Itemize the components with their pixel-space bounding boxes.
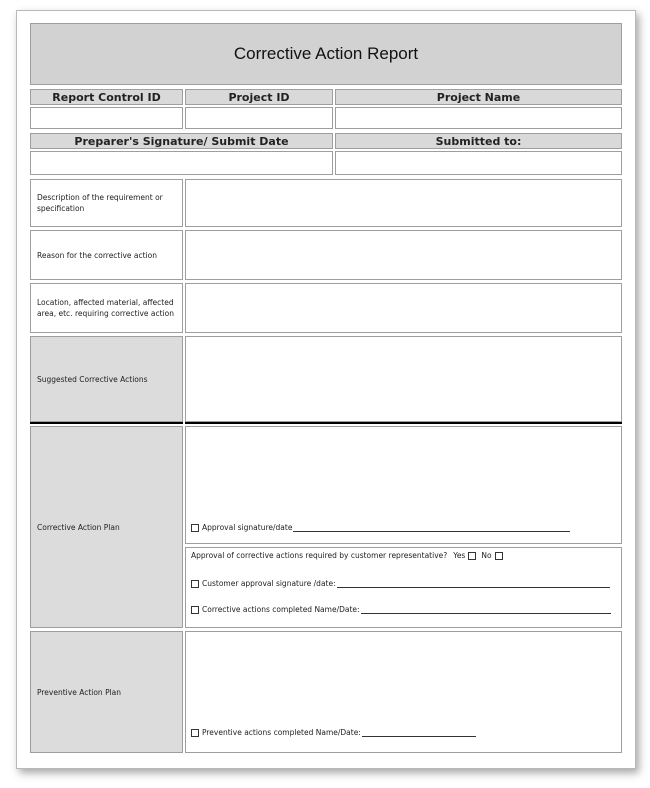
project-id-field[interactable] <box>185 107 333 129</box>
suggested-actions-label: Suggested Corrective Actions <box>30 336 183 422</box>
corrective-completed-checkbox[interactable] <box>191 606 199 614</box>
report-title: Corrective Action Report <box>30 23 622 85</box>
yes-label: Yes <box>453 551 466 560</box>
corrective-plan-label: Corrective Action Plan <box>30 426 183 628</box>
preventive-completed-input[interactable] <box>362 728 476 737</box>
project-id-header: Project ID <box>185 89 333 105</box>
report-sheet <box>16 10 636 769</box>
description-label: Description of the requirement or specification <box>30 179 183 227</box>
approval-checkbox[interactable] <box>191 524 199 532</box>
preparer-signature-header: Preparer's Signature/ Submit Date <box>30 133 333 149</box>
section-divider <box>30 422 183 424</box>
no-checkbox[interactable] <box>495 552 503 560</box>
approval-signature-label: Approval signature/date <box>202 523 293 532</box>
reason-field[interactable] <box>185 230 622 280</box>
customer-approval-checkbox[interactable] <box>191 580 199 588</box>
customer-rep-question-line <box>191 551 506 560</box>
customer-rep-question: Approval of corrective actions required by customer representative? <box>191 551 448 560</box>
preventive-completed-line <box>191 728 476 737</box>
report-control-id-header: Report Control ID <box>30 89 183 105</box>
preparer-signature-field[interactable] <box>30 151 333 175</box>
section-divider <box>185 422 622 424</box>
corrective-completed-input[interactable] <box>361 605 611 614</box>
customer-approval-line <box>191 579 610 588</box>
location-field[interactable] <box>185 283 622 333</box>
corrective-completed-line <box>191 605 611 614</box>
preventive-completed-checkbox[interactable] <box>191 729 199 737</box>
suggested-actions-field[interactable] <box>185 336 622 422</box>
report-control-id-field[interactable] <box>30 107 183 129</box>
no-label: No <box>481 551 492 560</box>
approval-signature-input[interactable] <box>293 523 570 532</box>
corrective-completed-label: Corrective actions completed Name/Date: <box>202 605 360 614</box>
description-field[interactable] <box>185 179 622 227</box>
preventive-completed-label: Preventive actions completed Name/Date: <box>202 728 361 737</box>
customer-approval-input[interactable] <box>337 579 610 588</box>
project-name-field[interactable] <box>335 107 622 129</box>
submitted-to-header: Submitted to: <box>335 133 622 149</box>
preventive-plan-label: Preventive Action Plan <box>30 631 183 753</box>
project-name-header: Project Name <box>335 89 622 105</box>
submitted-to-field[interactable] <box>335 151 622 175</box>
yes-checkbox[interactable] <box>468 552 476 560</box>
reason-label: Reason for the corrective action <box>30 230 183 280</box>
customer-approval-label: Customer approval signature /date: <box>202 579 336 588</box>
location-label: Location, affected material, affected area, etc. requiring corrective action <box>30 283 183 333</box>
approval-signature-line <box>191 523 570 532</box>
